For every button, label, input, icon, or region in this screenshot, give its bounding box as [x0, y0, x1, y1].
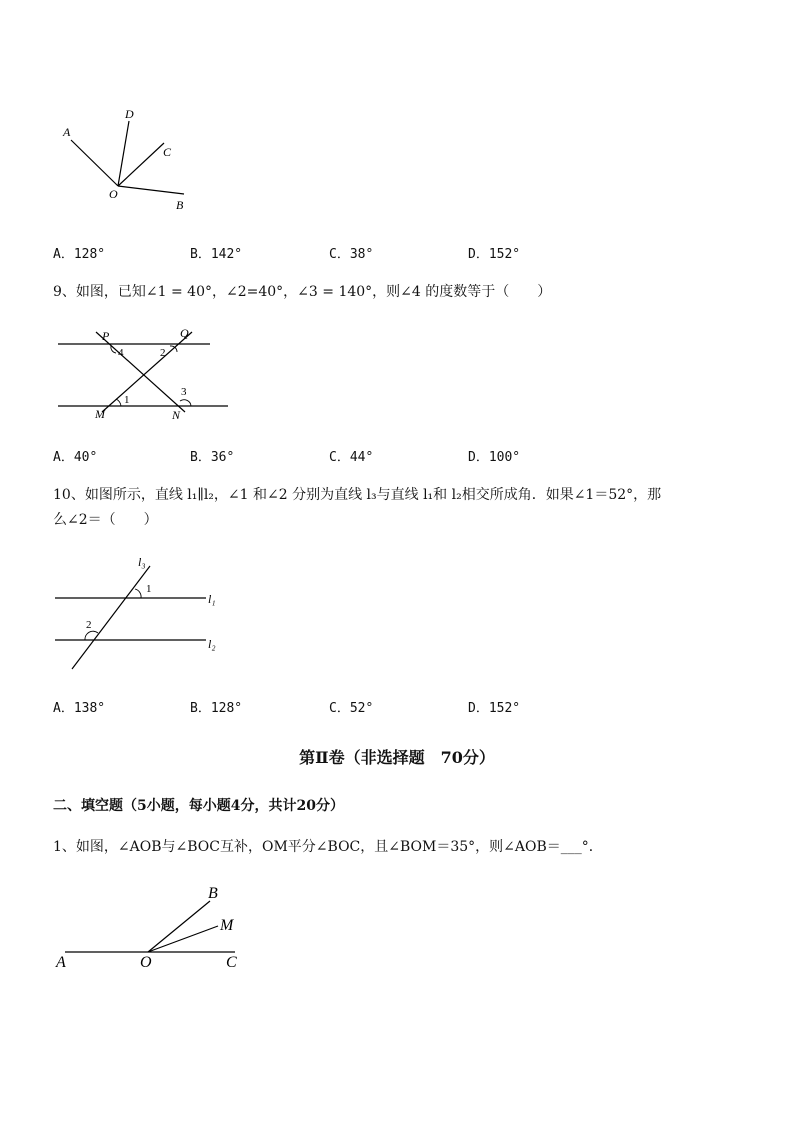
q9-option-d[interactable]: D．100° [468, 450, 521, 465]
angle-3-label: 3 [181, 386, 187, 398]
section-subtitle: 二、填空题（5小题，每小题4分，共计20分） [53, 798, 344, 814]
label-M: M [220, 917, 234, 934]
q10-question-line2: 么∠2＝（ ） [53, 512, 158, 528]
label-A: A [56, 954, 66, 971]
q8-option-b[interactable]: B．142° [190, 247, 243, 262]
label-l2: l₂ [208, 637, 216, 651]
label-P: P [102, 329, 110, 343]
angle-1-label: 1 [124, 394, 130, 406]
fill1-figure [50, 878, 250, 973]
q10-option-c[interactable]: C．52° [329, 701, 374, 716]
label-N: N [172, 408, 181, 422]
fill1-question-text: 1、如图，∠AOB与∠BOC互补，OM平分∠BOC，且∠BOM＝35°，则∠AOB＝___°． [53, 839, 603, 855]
label-Q: Q [180, 326, 189, 340]
label-B: B [208, 885, 218, 902]
q9-option-a[interactable]: A．40° [53, 450, 98, 465]
label-O: O [109, 187, 118, 201]
q9-option-b[interactable]: B．36° [190, 450, 235, 465]
label-C: C [226, 954, 237, 971]
angle-2-label: 2 [160, 347, 166, 359]
q8-option-c[interactable]: C．38° [329, 247, 374, 262]
angle-2-label: 2 [86, 619, 92, 631]
label-D: D [125, 107, 134, 121]
q10-question-line1: 10、如图所示，直线 l₁∥l₂，∠1 和∠2 分别为直线 l₃与直线 l₁和 l₂相交所成角．如果∠1＝52°，那 [53, 487, 662, 503]
label-A: A [63, 125, 71, 139]
q10-option-d[interactable]: D．152° [468, 701, 521, 716]
q10-option-a[interactable]: A．138° [53, 701, 106, 716]
section-title: 第Ⅱ卷（非选择题 70分） [299, 748, 495, 767]
label-l3: l₃ [138, 555, 146, 569]
q9-figure [50, 320, 240, 425]
q8-option-d[interactable]: D．152° [468, 247, 521, 262]
q9-option-c[interactable]: C．44° [329, 450, 374, 465]
label-M: M [95, 407, 105, 421]
q10-option-b[interactable]: B．128° [190, 701, 243, 716]
q9-question-text: 9、如图，已知∠1 = 40°，∠2=40°，∠3 = 140°，则∠4 的度数等于（ ） [53, 284, 552, 300]
label-C: C [163, 145, 172, 159]
label-l1: l₁ [208, 592, 216, 606]
label-O: O [140, 954, 152, 971]
q8-figure [55, 100, 205, 220]
angle-1-label: 1 [146, 583, 152, 595]
q8-option-a[interactable]: A．128° [53, 247, 106, 262]
q10-figure [50, 553, 240, 678]
angle-4-label: 4 [118, 347, 124, 359]
label-B: B [176, 198, 184, 212]
